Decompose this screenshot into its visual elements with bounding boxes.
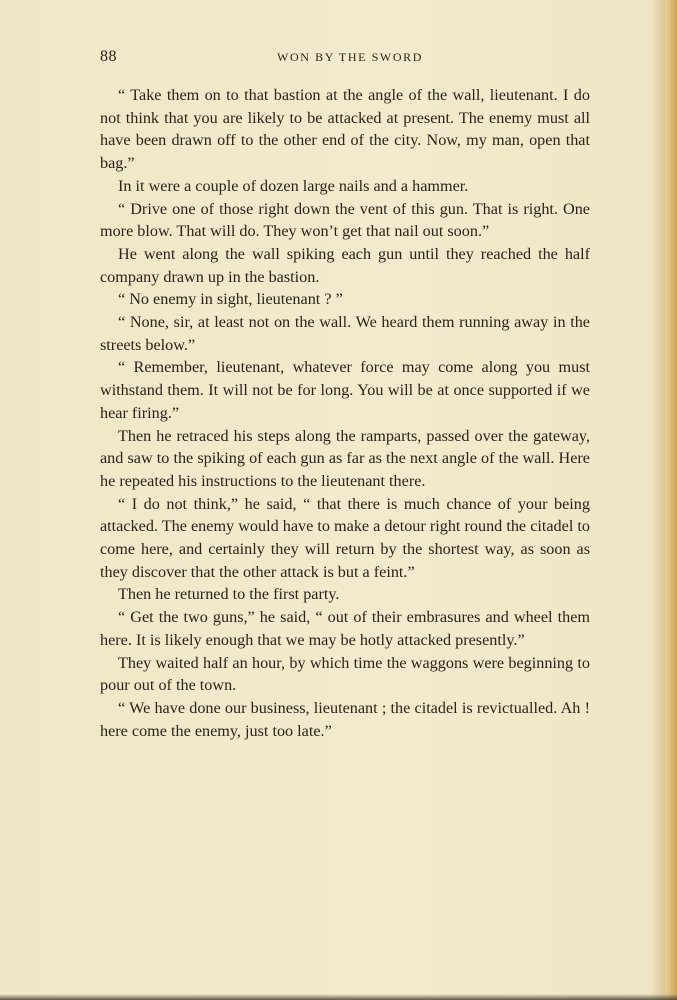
paragraph: Then he returned to the first party. (118, 585, 340, 604)
paragraph: “ No enemy in sight, lieutenant ? ” (118, 290, 343, 309)
paragraph: “ We have done our business, lieutenant ; the citadel is revictualled. Ah ! here come the enemy, just too late.” (100, 698, 590, 740)
page-edge-gutter (665, 0, 677, 1000)
paragraph: “ Drive one of those right down the vent of this gun. That is right. One more blow. That will do. They won’t get that nail out soon.” (100, 199, 590, 241)
body-text (100, 84, 590, 742)
paragraph: “ Get the two guns,” he said, “ out of their embrasures and wheel them here. It is likely enough that we may be hotly attacked presently.” (100, 608, 590, 649)
page-header (100, 48, 590, 70)
paragraph: He went along the wall spiking each gun until they reached the half company drawn up in the bastion. (100, 244, 590, 286)
paragraph: “ Take them on to that bastion at the angle of the wall, lieutenant. I do not think that you are likely to be attacked at present. The enemy must all have been drawn off to the other end of the city. Now, my man, open that bag.” (100, 86, 590, 173)
page-number: 88 (100, 48, 117, 65)
page-bottom-edge (0, 994, 677, 1000)
paragraph: “ None, sir, at least not on the wall. We heard them running away in the streets below.” (100, 313, 590, 354)
paragraph: Then he retraced his steps along the ramparts, passed over the gateway, and saw to the spiking of each gun as far as the next angle of the wall. Here he repeated his instructions to the lieutenant there. (100, 426, 590, 490)
paragraph: “ Remember, lieutenant, whatever force may come along you must withstand them. It will not be for long. You will be at once supported if we hear firing.” (100, 358, 590, 422)
paragraph: They waited half an hour, by which time the waggons were beginning to pour out of the town. (100, 653, 590, 695)
running-title: WON BY THE SWORD (277, 50, 423, 64)
paragraph: In it were a couple of dozen large nails and a hammer. (118, 176, 469, 195)
paragraph: “ I do not think,” he said, “ that there is much chance of your being attacked. The enemy would have to make a detour right round the citadel to come here, and certainly they will return by the shortest way, as soon as they discover that the other attack is but a feint.” (100, 494, 590, 581)
